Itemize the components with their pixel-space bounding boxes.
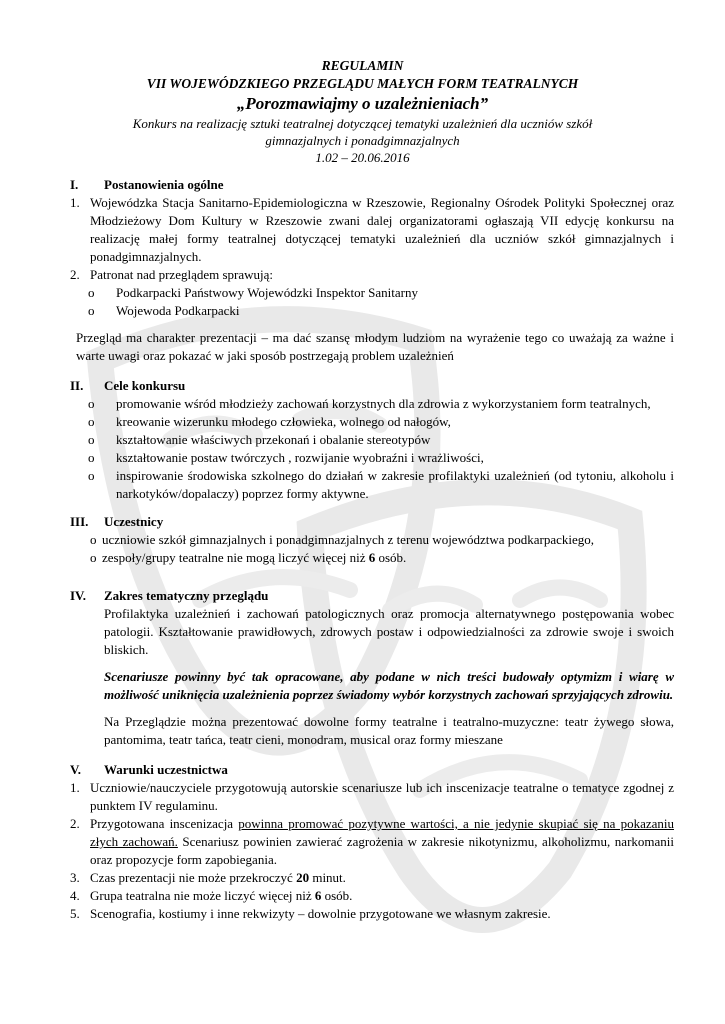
document-header bbox=[0, 57, 725, 166]
list-item: 5. Scenografia, kostiumy i inne rekwizyty – dowolnie przygotowane we własnym zakresie. bbox=[70, 906, 551, 921]
list-item: 2. Przygotowana inscenizacja powinna promować pozytywne wartości, a nie jedynie skupiać się na pokazaniu złych zachowań. Scenariusz powinien zawierać zagrożenia w zakresie nikotynizmu, alkoholizmu, narkomanii oraz propozycje form zapobiegania. bbox=[70, 816, 675, 867]
list-item: 4. Grupa teatralna nie może liczyć więcej niż 6 osób. bbox=[70, 888, 353, 903]
list-item: o kreowanie wizerunku młodego człowieka, wolnego od nałogów, bbox=[88, 414, 451, 429]
paragraph: Przegląd ma charakter prezentacji – ma dać szansę młodym ludziom na wyrażenie tego co uważają za ważne i warte uwagi oraz pokazać w jaki sposób postrzegają problem uzależnień bbox=[76, 330, 674, 363]
event-description-cont: gimnazjalnych i ponadgimnazjalnych bbox=[265, 133, 460, 148]
section-heading: I. Postanowienia ogólne bbox=[70, 177, 224, 192]
list-item: o kształtowanie właściwych przekonań i obalanie stereotypów bbox=[88, 432, 431, 447]
list-item: o kształtowanie postaw twórczych , rozwijanie wyobraźni i wrażliwości, bbox=[88, 450, 484, 465]
list-item: o uczniowie szkół gimnazjalnych i ponadgimnazjalnych z terenu województwa podkarpackiego, bbox=[90, 532, 595, 547]
numbered-list bbox=[70, 779, 674, 923]
paragraph: Profilaktyka uzależnień i zachowań patologicznych oraz promocja alternatywnego postępowania wobec patologii. Kształtowanie prawidłowych, zdrowych postaw i odpowiedzialności za zdrowie swoje i swoich bliskich. bbox=[104, 606, 674, 657]
paragraph: Na Przeglądzie można prezentować dowolne formy teatralne i teatralno-muzyczne: teatr żywego słowa, pantomima, teatr tańca, teatr cieni, monodram, musical oraz formy mieszane bbox=[104, 714, 674, 747]
list-item: o inspirowanie środowiska szkolnego do działań w zakresie profilaktyki uzależnień (od tytoniu, alkoholu i narkotyków/dopalaczy) poprzez formy aktywne. bbox=[88, 468, 674, 501]
document-subtitle: VII WOJEWÓDZKIEGO PRZEGLĄDU MAŁYCH FORM TEATRALNYCH bbox=[146, 76, 579, 91]
bullet-list bbox=[70, 284, 674, 320]
list-item: 1. Uczniowie/nauczyciele przygotowują autorskie scenariusze lub ich inscenizacje teatralne o tematyce zgodnej z punktem IV regulaminu. bbox=[70, 780, 674, 813]
section-heading: V. Warunki uczestnictwa bbox=[70, 762, 228, 777]
list-item: 3. Czas prezentacji nie może przekroczyć 20 minut. bbox=[70, 870, 346, 885]
list-item: 1. Wojewódzka Stacja Sanitarno-Epidemiologiczna w Rzeszowie, Regionalny Ośrodek Polityki Społecznej oraz Młodzieżowy Dom Kultury w Rzeszowie zwani dalej organizatorami ogłaszają VII edycję konkursu na realizację małej formy teatralnej dotyczącej tematyki uzależnień dla uczniów szkół gimnazjalnych i ponadgimnazjalnych. bbox=[70, 195, 674, 264]
event-name: „Porozmawiajmy o uzależnieniach” bbox=[236, 94, 489, 113]
section-heading: IV. Zakres tematyczny przeglądu bbox=[70, 588, 269, 603]
numbered-list bbox=[70, 194, 674, 284]
section-heading: III. Uczestnicy bbox=[70, 514, 164, 529]
list-item: o zespoły/grupy teatralne nie mogą liczyć więcej niż 6 osób. bbox=[90, 550, 407, 565]
emphasis-paragraph: Scenariusze powinny być tak opracowane, aby podane w nich treści budowały optymizm i wiarę w możliwość uniknięcia uzależnienia poprzez świadomy wybór korzystnych zachowań sprzyjających zdrowiu. bbox=[104, 669, 674, 702]
list-item: 2. Patronat nad przeglądem sprawują: bbox=[70, 267, 274, 282]
document-body bbox=[70, 176, 674, 923]
document-title: REGULAMIN bbox=[321, 58, 404, 73]
list-item: o Wojewoda Podkarpacki bbox=[88, 303, 240, 318]
bullet-list bbox=[70, 531, 674, 567]
list-item: o Podkarpacki Państwowy Wojewódzki Inspektor Sanitarny bbox=[88, 285, 418, 300]
list-item: o promowanie wśród młodzieży zachowań korzystnych dla zdrowia z wykorzystaniem form teatralnych, bbox=[88, 396, 651, 411]
event-dates: 1.02 – 20.06.2016 bbox=[315, 150, 410, 165]
bullet-list bbox=[70, 395, 674, 503]
section-heading: II. Cele konkursu bbox=[70, 378, 186, 393]
event-description: Konkurs na realizację sztuki teatralnej dotyczącej tematyki uzależnień dla uczniów szkół bbox=[132, 116, 593, 131]
